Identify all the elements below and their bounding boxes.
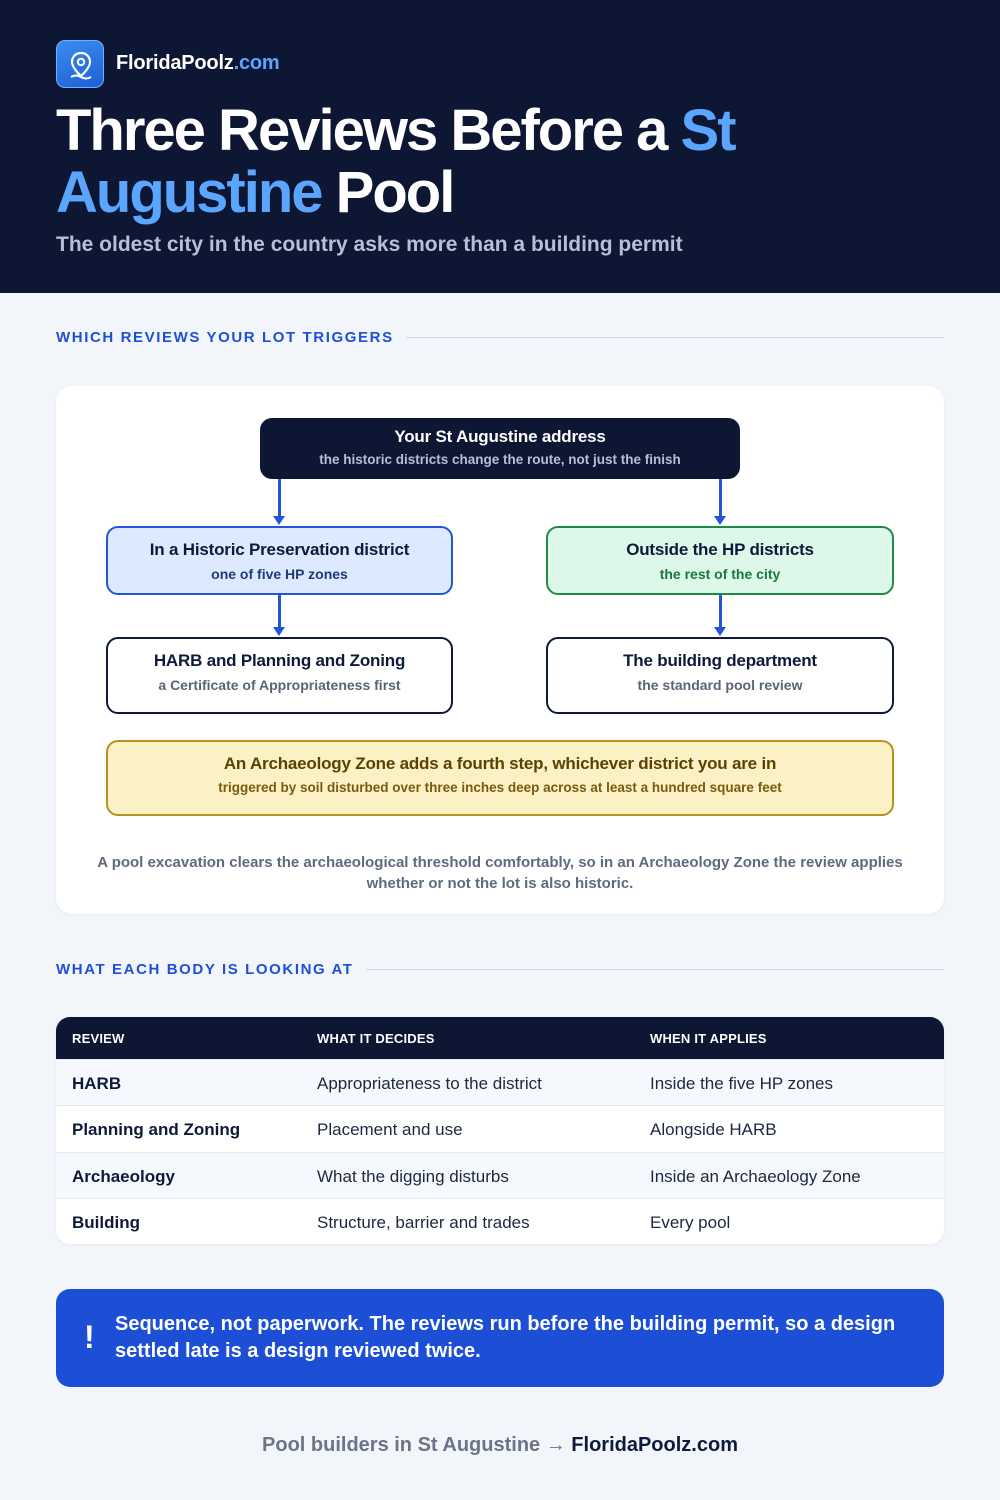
- divider: [406, 337, 944, 338]
- flow-node-historic-district: In a Historic Preservation district one of five HP zones: [106, 526, 453, 595]
- arrow-down-icon: [719, 479, 722, 517]
- exclamation-icon: !: [84, 1319, 95, 1355]
- section-heading-triggers: WHICH REVIEWS YOUR LOT TRIGGERS: [56, 327, 944, 347]
- table-cell: Appropriateness to the district: [317, 1074, 542, 1093]
- table-cell: Structure, barrier and trades: [317, 1213, 530, 1232]
- table-cell: Archaeology: [72, 1167, 175, 1186]
- footer: Pool builders in St Augustine → FloridaPoolz.com: [262, 1434, 738, 1456]
- flow-node-harb: HARB and Planning and Zoning a Certificate of Appropriateness first: [106, 637, 453, 714]
- table-row: [56, 1105, 944, 1151]
- table-cell: Inside the five HP zones: [650, 1074, 834, 1093]
- section-heading-bodies: WHAT EACH BODY IS LOOKING AT: [56, 959, 944, 979]
- table-cell: Building: [72, 1213, 140, 1232]
- table-cell: Planning and Zoning: [72, 1120, 241, 1139]
- table-row: [56, 1059, 944, 1105]
- page-title: Three Reviews Before a St Augustine Pool: [56, 98, 735, 225]
- brand-name[interactable]: FloridaPoolz.com: [116, 52, 280, 74]
- column-header: WHEN IT APPLIES: [650, 1031, 767, 1046]
- table-cell: Inside an Archaeology Zone: [650, 1167, 861, 1186]
- map-pin-icon: [65, 49, 97, 81]
- logo[interactable]: [56, 40, 104, 88]
- arrow-down-icon: [719, 595, 722, 628]
- header-banner: [0, 0, 1000, 293]
- flow-node-building-department: The building department the standard pool review: [546, 637, 894, 714]
- flow-node-address: Your St Augustine address the historic districts change the route, not just the finish: [260, 418, 740, 479]
- table-cell: Every pool: [650, 1213, 731, 1232]
- callout-text: Sequence, not paperwork. The reviews run before the building permit, so a design settled late is a design reviewed twice.: [115, 1313, 896, 1362]
- divider: [366, 969, 944, 970]
- table-header-row: [56, 1017, 944, 1059]
- table-cell: HARB: [72, 1074, 122, 1093]
- table-row: [56, 1198, 944, 1244]
- table-cell: Alongside HARB: [650, 1120, 777, 1139]
- footer-site-link[interactable]: FloridaPoolz.com: [571, 1434, 738, 1456]
- callout-banner: [56, 1289, 944, 1387]
- flow-node-archaeology-zone: An Archaeology Zone adds a fourth step, whichever district you are in triggered by soil disturbed over three inches deep across at least a hundred square feet: [106, 740, 894, 816]
- arrow-down-icon: [278, 595, 281, 628]
- flow-node-outside-districts: Outside the HP districts the rest of the city: [546, 526, 894, 595]
- page-subtitle: The oldest city in the country asks more than a building permit: [56, 233, 683, 256]
- table-row: [56, 1152, 944, 1198]
- review-table: [56, 1017, 944, 1244]
- column-header: REVIEW: [72, 1031, 125, 1046]
- flowchart-card: [56, 386, 944, 914]
- table-cell: What the digging disturbs: [317, 1167, 509, 1186]
- table-cell: Placement and use: [317, 1120, 463, 1139]
- column-header: WHAT IT DECIDES: [317, 1031, 435, 1046]
- arrow-down-icon: [278, 479, 281, 517]
- flowchart-note: A pool excavation clears the archaeological threshold comfortably, so in an Archaeology Zone the review applies whether or not the lot is also historic.: [97, 854, 903, 892]
